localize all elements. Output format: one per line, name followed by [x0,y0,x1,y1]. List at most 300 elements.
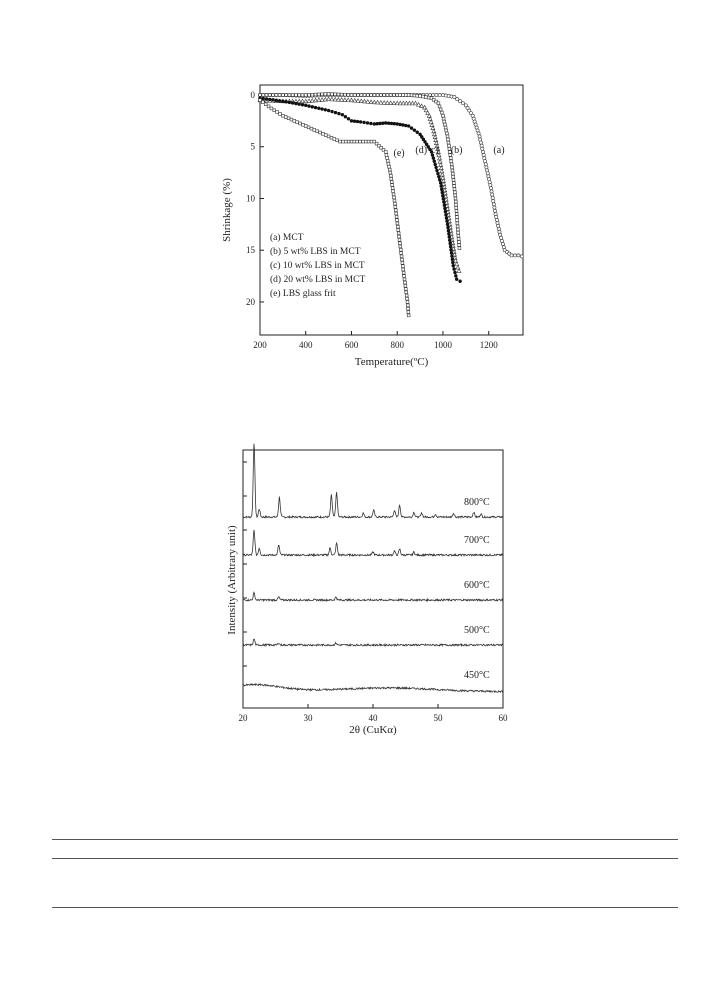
data-point [311,93,314,96]
data-point [401,262,404,265]
data-point [313,129,316,132]
data-point [273,109,276,112]
data-point [327,109,330,112]
data-point [399,245,402,248]
data-point [298,94,301,97]
legend-entry: (d) 20 wt% LBS in MCT [270,275,366,285]
data-point [359,120,362,123]
data-point [442,197,445,200]
data-point [451,166,454,169]
data-point [404,94,407,97]
y-tick-label: 0 [250,90,255,100]
data-point [501,242,504,245]
data-point [414,101,418,105]
data-point [455,262,459,266]
data-point [435,93,438,96]
data-point [457,237,460,240]
data-point [298,102,301,105]
curve-annotation: (a) [493,144,505,156]
data-point [416,94,419,97]
data-point [451,169,454,172]
data-point [327,93,330,96]
data-point [499,233,502,236]
data-point [321,93,324,96]
data-point [440,188,443,191]
data-point [337,93,340,96]
data-point [446,223,449,226]
data-point [440,111,443,114]
data-point [449,157,452,160]
data-point [450,160,453,163]
data-point [450,163,453,166]
data-point [293,119,296,122]
data-point [388,165,391,168]
data-point [399,94,402,97]
data-point [454,197,457,200]
data-point [441,194,444,197]
data-point [439,108,442,111]
data-point [432,156,435,159]
data-point [452,175,455,178]
data-point [432,93,435,96]
data-point [281,94,284,97]
data-point [370,94,373,97]
data-point [317,107,320,110]
data-point [402,94,405,97]
data-point [452,267,455,270]
data-point [450,251,453,254]
data-point [353,120,356,123]
data-point [404,284,407,287]
data-point [394,209,397,212]
data-point [370,140,373,143]
data-point [388,168,391,171]
data-point [493,209,496,212]
data-point [327,135,330,138]
x-axis-label: 2θ (CuKα) [349,724,397,736]
data-point [413,94,416,97]
data-point [386,94,389,97]
x-axis-label: Temperature(ºC) [354,356,429,368]
data-point [483,157,486,160]
data-point [264,103,267,106]
data-point [451,261,454,264]
data-point [287,117,290,120]
data-point [395,215,398,218]
data-point [275,99,278,102]
x-tick-label: 1200 [479,340,498,350]
data-point [406,301,409,304]
data-point [443,120,446,123]
data-point [491,193,494,196]
shrinkage-axes [246,90,498,350]
legend-entry: (b) 5 wt% LBS in MCT [270,247,361,257]
data-point [316,130,319,133]
data-point [350,119,353,122]
curve-annotation: (d) [415,144,428,156]
data-point [276,111,279,114]
data-point [455,206,458,209]
data-point [449,245,452,248]
data-point [479,141,482,144]
data-point [362,121,365,124]
data-point [454,194,457,197]
data-point [491,196,494,199]
x-tick-label: 200 [253,340,267,350]
data-point [357,94,360,97]
data-point [314,93,317,96]
data-point [333,138,336,141]
data-point [456,219,459,222]
data-point [513,254,516,257]
data-point [347,117,350,120]
data-point [406,297,409,300]
data-point [481,150,484,153]
data-point [396,122,399,125]
table-top-rule [52,839,678,840]
data-point [502,246,505,249]
data-point [304,104,307,107]
data-point [310,127,313,130]
shrinkage-chart [215,80,515,380]
data-point [404,288,407,291]
data-point [447,138,450,141]
legend-entry: (e) LBS glass frit [270,289,336,299]
data-point [442,117,445,120]
data-point [436,172,439,175]
data-point [456,216,459,219]
data-point [398,235,401,238]
data-point [295,94,298,97]
data-point [290,118,293,121]
data-point [308,93,311,96]
data-point [500,239,503,242]
data-point [259,99,262,102]
data-point [268,94,271,97]
data-point [437,175,440,178]
data-point [405,294,408,297]
x-tick-label: 20 [238,713,248,723]
xrd-patterns [243,444,503,693]
data-point [366,94,369,97]
data-point [452,182,455,185]
data-point [397,232,400,235]
data-point [433,163,436,166]
data-point [334,111,337,114]
data-point [307,104,310,107]
data-point [401,258,404,261]
data-point [268,98,271,101]
data-point [404,281,407,284]
xrd-pattern [243,684,503,692]
data-point [320,107,323,110]
data-point [457,234,460,237]
data-point [444,213,447,216]
data-point [262,94,265,97]
data-point [452,264,455,267]
data-point [406,304,409,307]
data-point [453,188,456,191]
data-point [438,93,441,96]
data-point [344,115,347,118]
data-point [482,153,485,156]
legend-entry: (a) MCT [270,233,304,243]
data-point [324,93,327,96]
data-point [394,206,397,209]
data-point [396,222,399,225]
data-point [391,184,394,187]
data-point [265,97,268,100]
data-point [437,102,440,105]
data-point [478,135,481,138]
data-point [405,291,408,294]
data-point [455,213,458,216]
x-tick-label: 60 [498,713,508,723]
data-point [279,112,282,115]
data-point [267,105,270,108]
data-point [458,247,461,250]
xrd-pattern [243,592,503,601]
data-point [489,187,492,190]
data-point [271,98,274,101]
data-point [288,101,291,104]
data-point [442,200,445,203]
data-point [445,219,448,222]
data-point [446,226,449,229]
data-point [483,160,486,163]
data-point [416,131,419,134]
data-point [407,311,410,314]
data-point [424,96,427,99]
data-point [444,126,447,129]
data-point [341,113,344,116]
data-point [337,112,340,115]
data-point [449,248,452,251]
data-point [442,114,445,117]
data-point [396,94,399,97]
data-point [448,239,451,242]
data-point [456,98,459,101]
data-point [407,124,410,127]
data-point [299,122,302,125]
data-point [319,131,322,134]
data-point [304,94,307,97]
data-point [458,244,461,247]
data-point [455,203,458,206]
data-point [314,106,317,109]
data-point [447,232,450,235]
temperature-label: 800°C [464,497,490,508]
data-point [400,255,403,258]
data-point [510,254,513,257]
temperature-label: 450°C [464,670,490,681]
data-point [453,95,456,98]
y-axis-label: Shrinkage (%) [221,178,233,242]
data-point [321,132,324,135]
data-point [410,94,413,97]
data-point [362,140,365,143]
data-point [317,93,320,96]
legend-entry: (c) 10 wt% LBS in MCT [270,261,365,271]
data-point [389,171,392,174]
data-point [307,126,310,129]
data-point [407,314,410,317]
data-point [438,105,441,108]
data-point [456,225,459,228]
data-point [339,140,342,143]
data-point [392,193,395,196]
y-tick-label: 5 [250,141,255,152]
data-point [369,122,372,125]
data-point [459,100,462,103]
data-point [294,102,297,105]
x-tick-label: 400 [298,340,313,350]
data-point [288,94,291,97]
data-point [281,114,284,117]
data-point [451,172,454,175]
data-point [400,252,403,255]
data-point [413,128,416,131]
x-tick-label: 30 [303,713,313,723]
table-bottom-rule [52,907,678,908]
data-point [347,93,350,96]
data-point [366,121,369,124]
data-point [439,184,442,187]
temperature-label: 700°C [464,535,490,546]
data-point [454,274,457,277]
data-point [393,196,396,199]
data-point [444,210,447,213]
data-point [445,132,448,135]
data-point [396,225,399,228]
data-point [453,185,456,188]
data-point [391,187,394,190]
data-point [396,219,399,222]
data-point [270,107,273,110]
xrd-pattern [243,639,503,646]
data-point [373,94,376,97]
data-point [419,95,422,98]
x-tick-label: 600 [344,340,359,350]
data-point [455,209,458,212]
data-point [330,136,333,139]
data-point [386,156,389,159]
data-point [301,103,304,106]
data-point [447,141,450,144]
data-point [453,271,456,274]
data-point [456,228,459,231]
data-point [435,169,438,172]
data-point [481,147,484,150]
data-point [301,94,304,97]
data-point [385,153,388,156]
data-point [452,178,455,181]
data-point [407,307,410,310]
data-point [447,229,450,232]
data-point [499,236,502,239]
x-tick-label: 1000 [433,340,452,350]
data-point [347,140,350,143]
data-point [395,212,398,215]
data-point [410,126,413,129]
data-point [364,140,367,143]
data-point [353,94,356,97]
data-point [285,94,288,97]
temperature-labels [464,497,490,681]
data-point [484,163,487,166]
data-point [324,134,327,137]
temperature-label: 500°C [464,625,490,636]
data-point [363,94,366,97]
data-point [455,277,458,280]
data-point [456,222,459,225]
data-point [359,140,362,143]
data-point [397,229,400,232]
data-point [394,202,397,205]
curve-annotation: (b) [450,144,463,156]
data-point [356,140,359,143]
data-point [265,94,268,97]
data-point [517,254,520,257]
data-point [386,159,389,162]
curve-annotation: (e) [393,147,405,159]
data-point [493,206,496,209]
data-point [445,129,448,132]
data-point [334,93,337,96]
data-point [492,199,495,202]
data-point [272,94,275,97]
data-point [448,235,451,238]
data-point [480,144,483,147]
data-point [403,278,406,281]
data-point [443,204,446,207]
data-point [427,96,430,99]
data-point [360,94,363,97]
curve-annotation: c) [431,144,439,156]
data-point [367,140,370,143]
data-point [304,125,307,128]
data-point [350,140,353,143]
temperature-label: 600°C [464,580,490,591]
data-point [392,190,395,193]
x-tick-label: 40 [368,713,378,723]
data-point [340,93,343,96]
data-point [461,102,464,105]
data-point [284,116,287,119]
y-tick-label: 15 [246,245,255,256]
data-point [390,177,393,180]
data-point [281,100,284,103]
data-point [433,160,436,163]
data-point [399,242,402,245]
data-point [344,93,347,96]
data-point [457,231,460,234]
data-point [336,139,339,142]
data-point [401,265,404,268]
x-tick-label: 800 [390,340,404,350]
data-point [454,200,457,203]
data-point [393,199,396,202]
data-point [387,162,390,165]
data-point [492,203,495,206]
data-point [284,100,287,103]
data-point [402,268,405,271]
data-point [296,121,299,124]
data-point [441,191,444,194]
data-point [342,140,345,143]
data-point [311,105,314,108]
data-point [330,110,333,113]
